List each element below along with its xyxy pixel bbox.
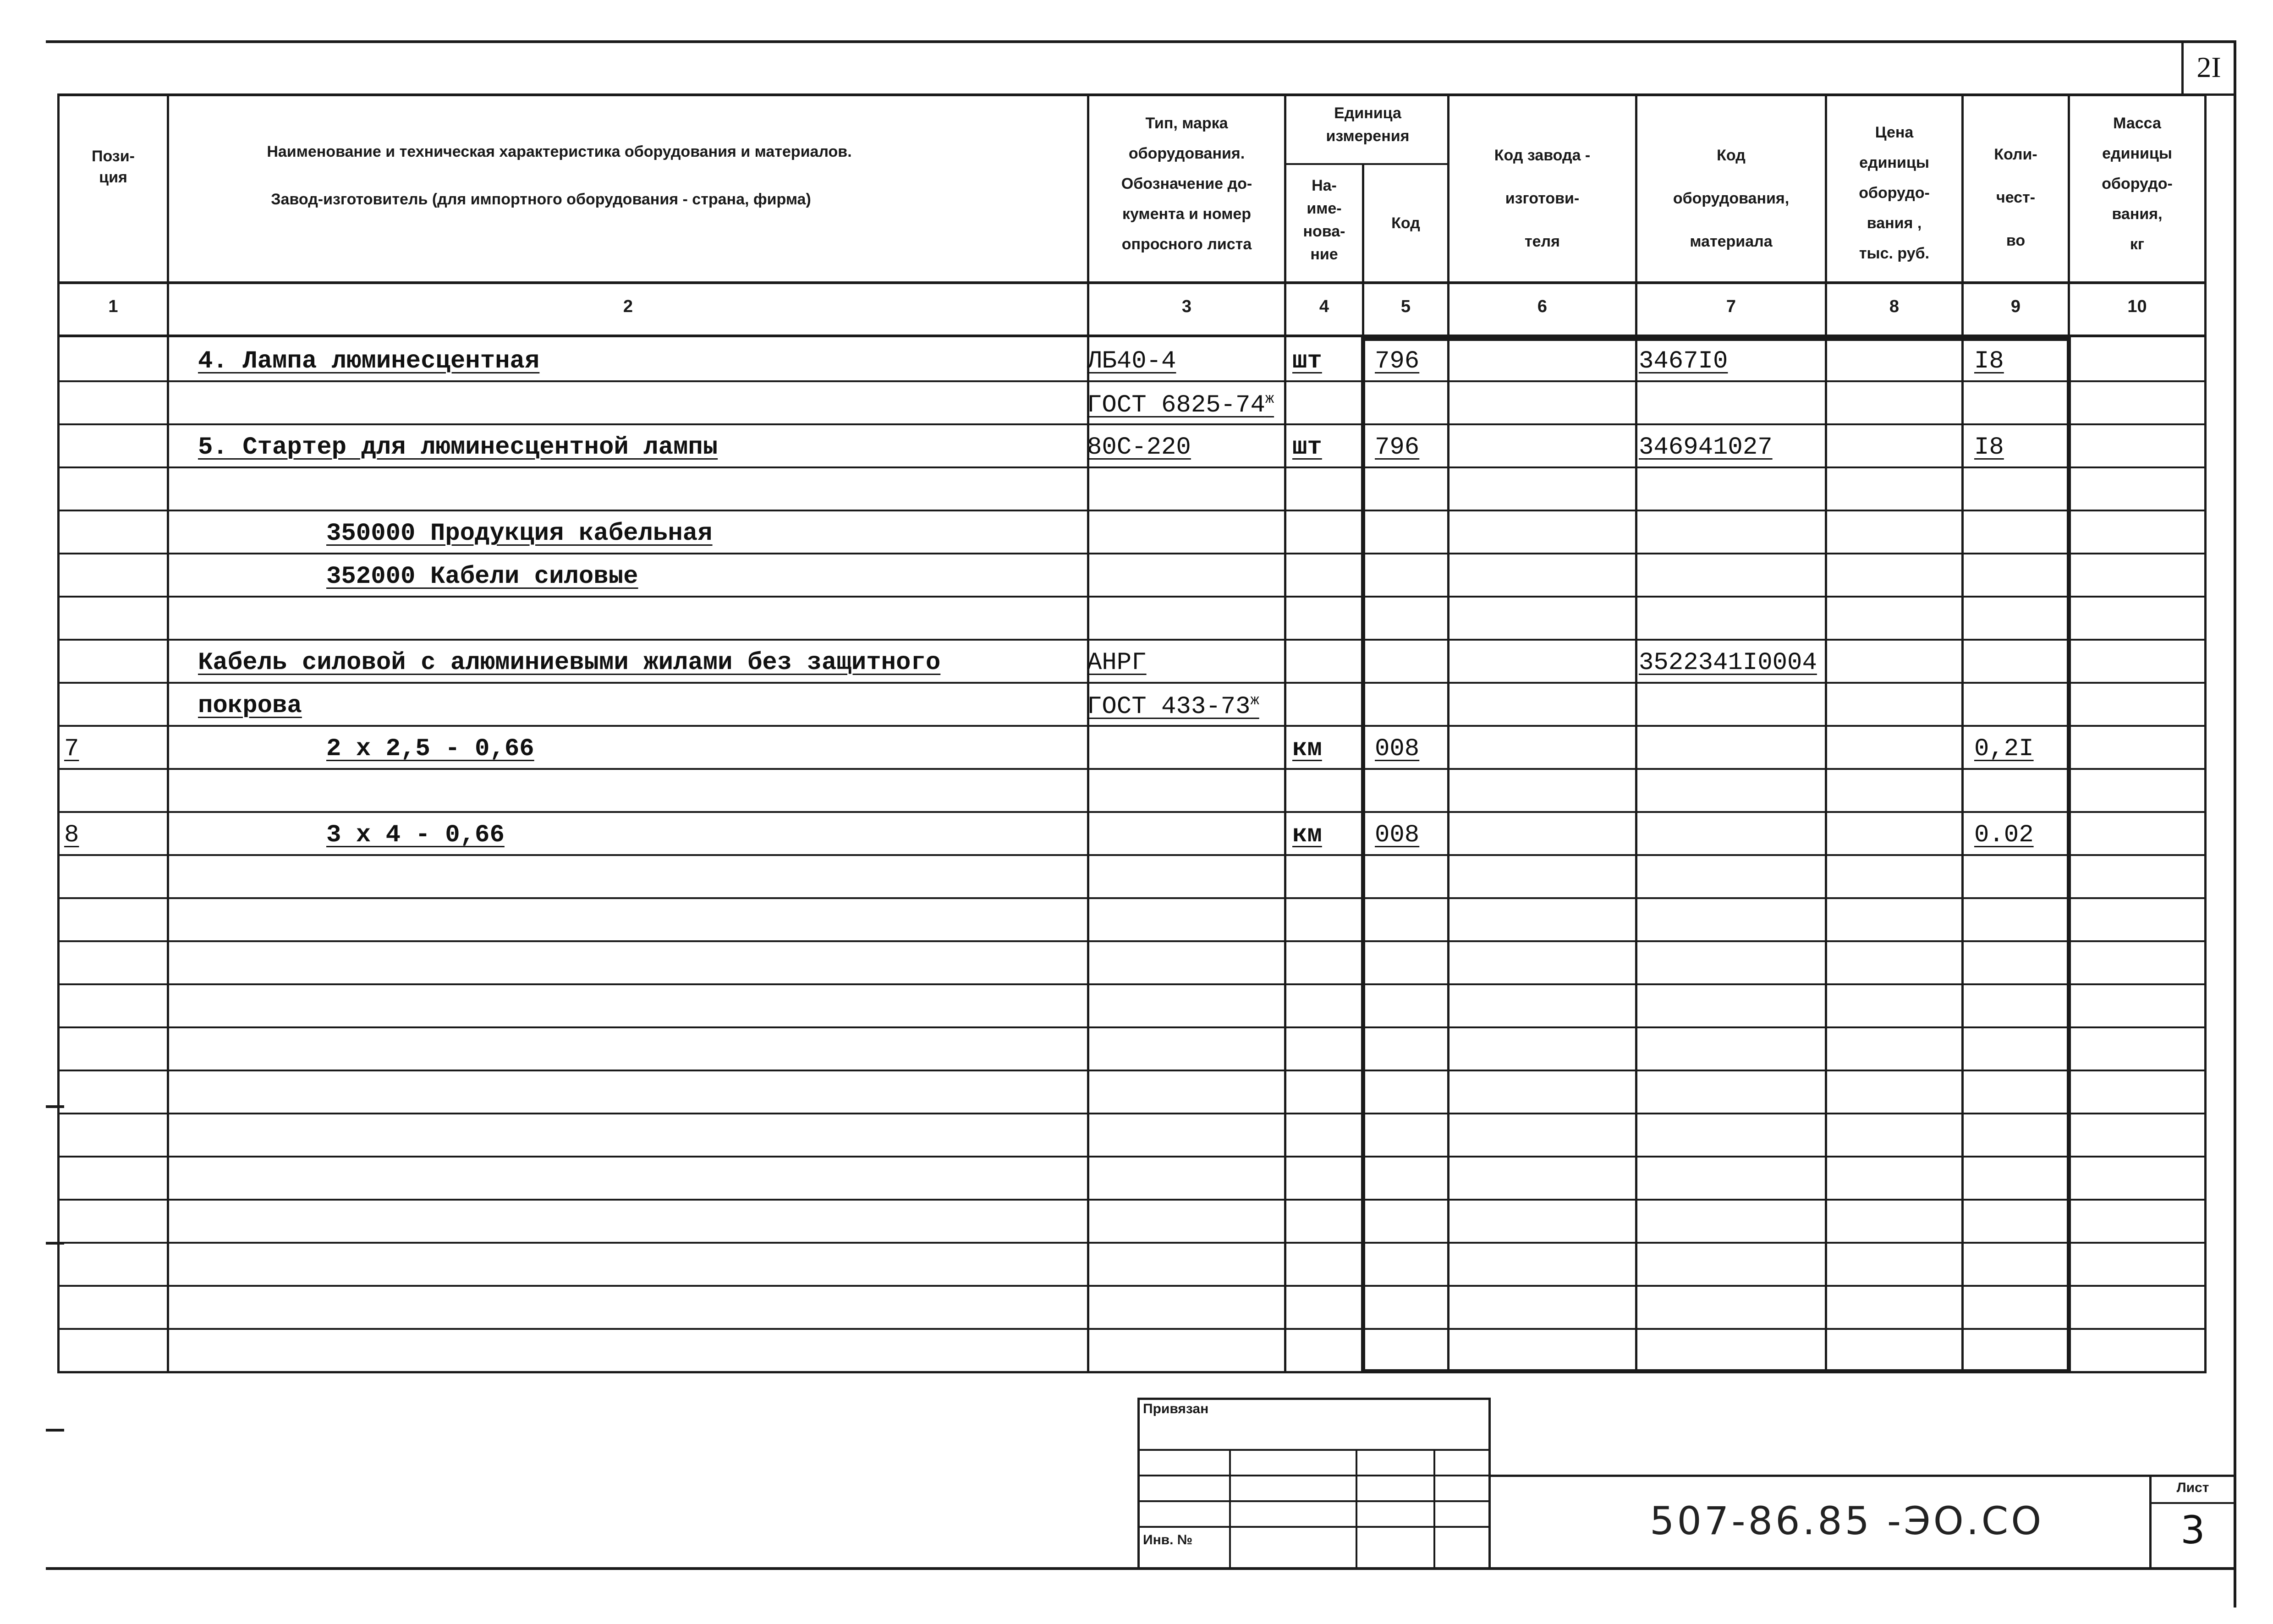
colnum-2: 2 bbox=[623, 297, 633, 316]
header-unit-code bbox=[1364, 209, 1447, 237]
hv-7 bbox=[1825, 93, 1827, 1372]
header-equipment-code-l3: материала bbox=[1690, 233, 1773, 250]
row-name: 3 x 4 - 0,66 bbox=[326, 821, 505, 849]
row-divider bbox=[57, 725, 2207, 727]
header-price-l3: оборудо- bbox=[1859, 184, 1930, 202]
header-unit-code-l1: Код bbox=[1391, 214, 1420, 232]
row-divider bbox=[57, 1070, 2207, 1071]
hv-3 bbox=[1284, 93, 1286, 1372]
header-factory-code-l2: изготови- bbox=[1505, 190, 1580, 207]
sheet-label: Лист bbox=[2176, 1480, 2209, 1495]
colnum-9: 9 bbox=[2010, 297, 2021, 316]
row-type: ГОСТ $433-73^ж$ bbox=[1087, 692, 1259, 721]
header-factory-code bbox=[1449, 134, 1635, 263]
document-code: 507-86.85 -ЭО.СО bbox=[1650, 1498, 2044, 1543]
top-rule bbox=[46, 40, 2236, 43]
header-name-line1: Наименование и техническая характеристика оборудования и материалов. bbox=[267, 143, 852, 160]
row-divider bbox=[57, 380, 2207, 382]
header-quantity bbox=[1964, 133, 2068, 262]
row-divider bbox=[57, 596, 2207, 598]
stamp-v3 bbox=[1433, 1449, 1435, 1567]
row-divider bbox=[57, 854, 2207, 856]
header-type bbox=[1089, 108, 1284, 259]
row-divider bbox=[57, 1285, 2207, 1287]
header-equipment-code bbox=[1637, 134, 1825, 263]
header-price-l1: Цена bbox=[1875, 124, 1914, 141]
colnum-4: 4 bbox=[1319, 297, 1329, 316]
row-divider bbox=[57, 682, 2207, 684]
header-position-line2: ция bbox=[99, 169, 127, 186]
header-price bbox=[1827, 117, 1961, 269]
header-position-line1: Пози- bbox=[92, 148, 135, 165]
row-divider bbox=[57, 553, 2207, 554]
row-name: 2 x 2,5 - 0,66 bbox=[326, 735, 534, 763]
hv-2 bbox=[1087, 93, 1089, 1372]
row-name: 352000 Кабели силовые bbox=[326, 563, 638, 591]
row-type: ЛБ40-4 bbox=[1087, 347, 1176, 375]
sheet-box-left bbox=[2149, 1475, 2152, 1569]
hv-0 bbox=[57, 93, 60, 1372]
header-type-l4: кумента и номер bbox=[1122, 205, 1252, 223]
row-position: 7 bbox=[64, 735, 79, 763]
row-quantity: 0.02 bbox=[1974, 821, 2034, 849]
header-mass-l4: вания, bbox=[2112, 205, 2163, 223]
header-quantity-l2: чест- bbox=[1996, 189, 2036, 206]
stamp-left bbox=[1137, 1398, 1140, 1567]
stamp-h3 bbox=[1137, 1500, 1490, 1502]
header-factory-code-l1: Код завода - bbox=[1494, 147, 1591, 164]
row-unit: шт bbox=[1292, 433, 1322, 461]
row-name: 5. Стартер для люминесцентной лампы bbox=[198, 433, 718, 461]
hv-5 bbox=[1447, 93, 1449, 1372]
row-divider bbox=[57, 423, 2207, 425]
title-block-top bbox=[1488, 1475, 2235, 1477]
row-type: 80С-220 bbox=[1087, 433, 1191, 461]
row-unit-code: 796 bbox=[1375, 433, 1420, 461]
right-rule bbox=[2234, 40, 2236, 1608]
header-mass-l1: Масса bbox=[2113, 115, 2161, 132]
row-divider bbox=[57, 1156, 2207, 1158]
sheet-value: 3 bbox=[2180, 1508, 2205, 1553]
row-quantity: 0,2I bbox=[1974, 735, 2034, 763]
colnum-6: 6 bbox=[1537, 297, 1548, 316]
header-type-l1: Тип, марка bbox=[1145, 115, 1228, 132]
row-name: 4. Лампа люминесцентная bbox=[198, 347, 540, 375]
header-price-l4: вания , bbox=[1867, 214, 1922, 232]
page-number-top: 2I bbox=[2196, 51, 2221, 83]
header-type-l5: опросного листа bbox=[1121, 236, 1252, 253]
bottom-rule bbox=[46, 1567, 2236, 1570]
header-mass-l5: кг bbox=[2130, 236, 2145, 253]
header-type-l3: Обозначение до- bbox=[1121, 175, 1252, 192]
row-divider bbox=[57, 510, 2207, 511]
row-divider bbox=[57, 1199, 2207, 1201]
row-unit: км bbox=[1292, 735, 1322, 763]
stamp-h1 bbox=[1137, 1449, 1490, 1451]
header-unit-name-l1: На- bbox=[1312, 177, 1337, 194]
row-unit-code: 796 bbox=[1375, 347, 1420, 375]
header-unit-name-l4: ние bbox=[1310, 246, 1338, 263]
row-equipment-code: 3467I0 bbox=[1639, 347, 1728, 375]
header-mass-l3: оборудо- bbox=[2102, 175, 2173, 192]
inventory-number-label: Инв. № bbox=[1143, 1532, 1193, 1547]
colnum-8: 8 bbox=[1889, 297, 1900, 316]
header-quantity-l1: Коли- bbox=[1994, 146, 2037, 163]
colnum-1: 1 bbox=[108, 297, 118, 316]
header-position bbox=[60, 142, 167, 192]
stamp-v1 bbox=[1229, 1449, 1231, 1567]
row-divider bbox=[57, 1026, 2207, 1028]
row-name: покрова bbox=[198, 692, 302, 720]
row-type: ГОСТ $6825-74^ж$ bbox=[1087, 390, 1274, 419]
row-name: Кабель силовой с алюминиевыми жилами без защитного bbox=[198, 649, 941, 677]
header-unit-name-l3: нова- bbox=[1303, 223, 1345, 240]
row-unit-code: 008 bbox=[1375, 821, 1420, 849]
header-name-line2: Завод-изготовитель (для импортного оборудования - страна, фирма) bbox=[271, 191, 811, 208]
hv-8 bbox=[1961, 93, 1964, 1372]
header-factory-code-l3: теля bbox=[1525, 233, 1560, 250]
header-equipment-code-l1: Код bbox=[1717, 147, 1746, 164]
row-position: 8 bbox=[64, 821, 79, 849]
row-quantity: I8 bbox=[1974, 347, 2004, 375]
header-unit-group bbox=[1286, 102, 1449, 148]
header-price-l2: единицы bbox=[1859, 154, 1929, 171]
header-top bbox=[57, 93, 2207, 96]
gost-superscript: ж bbox=[1250, 692, 1259, 709]
row-unit: шт bbox=[1292, 347, 1322, 375]
stamp-h2 bbox=[1137, 1475, 1490, 1476]
row-type: АНРГ bbox=[1087, 649, 1147, 677]
header-unit-group-l2: измерения bbox=[1326, 127, 1410, 145]
row-divider bbox=[57, 1242, 2207, 1244]
left-tick-1 bbox=[46, 1105, 64, 1108]
row-divider bbox=[57, 768, 2207, 770]
left-tick-3 bbox=[46, 1429, 64, 1432]
colnum-3: 3 bbox=[1181, 297, 1192, 316]
stamp-top bbox=[1137, 1398, 1490, 1400]
header-bottom bbox=[57, 281, 2207, 284]
sheet-box-divider bbox=[2149, 1502, 2236, 1504]
linked-label: Привязан bbox=[1143, 1401, 1209, 1416]
hv-1 bbox=[167, 93, 169, 1372]
header-price-l5: тыс. руб. bbox=[1859, 245, 1930, 262]
header-unit-name-l2: име- bbox=[1307, 200, 1342, 217]
colnum-10: 10 bbox=[2127, 297, 2147, 316]
header-equipment-code-l2: оборудования, bbox=[1673, 190, 1790, 207]
row-equipment-code: 3522341I0004 bbox=[1639, 649, 1817, 677]
header-quantity-l3: во bbox=[2006, 232, 2026, 249]
row-unit: км bbox=[1292, 821, 1322, 849]
row-divider bbox=[57, 940, 2207, 942]
hv-6 bbox=[1635, 93, 1637, 1372]
row-divider bbox=[57, 811, 2207, 813]
header-unit-name bbox=[1286, 174, 1362, 266]
gost-superscript: ж bbox=[1265, 390, 1274, 407]
row-divider bbox=[57, 1113, 2207, 1114]
header-mass bbox=[2070, 108, 2204, 259]
unit-group-divider bbox=[1284, 163, 1449, 165]
row-equipment-code: 346941027 bbox=[1639, 433, 1773, 461]
header-name bbox=[169, 137, 1087, 214]
row-divider bbox=[57, 466, 2207, 468]
header-type-l2: оборудования. bbox=[1128, 145, 1245, 162]
header-unit-group-l1: Единица bbox=[1334, 104, 1401, 122]
stamp-h4 bbox=[1137, 1526, 1490, 1528]
header-mass-l2: единицы bbox=[2102, 145, 2172, 162]
row-divider bbox=[57, 983, 2207, 985]
body-bottom bbox=[57, 1371, 2207, 1373]
colnum-7: 7 bbox=[1726, 297, 1736, 316]
stamp-right bbox=[1488, 1398, 1491, 1567]
row-divider bbox=[57, 639, 2207, 641]
stamp-v2 bbox=[1356, 1449, 1357, 1567]
row-divider bbox=[57, 897, 2207, 899]
row-quantity: I8 bbox=[1974, 433, 2004, 461]
hv-10 bbox=[2204, 93, 2207, 1372]
row-unit-code: 008 bbox=[1375, 735, 1420, 763]
colnum-5: 5 bbox=[1400, 297, 1411, 316]
heavy-body-top bbox=[1362, 337, 2070, 341]
row-divider bbox=[57, 1328, 2207, 1330]
row-name: 350000 Продукция кабельная bbox=[326, 520, 713, 548]
